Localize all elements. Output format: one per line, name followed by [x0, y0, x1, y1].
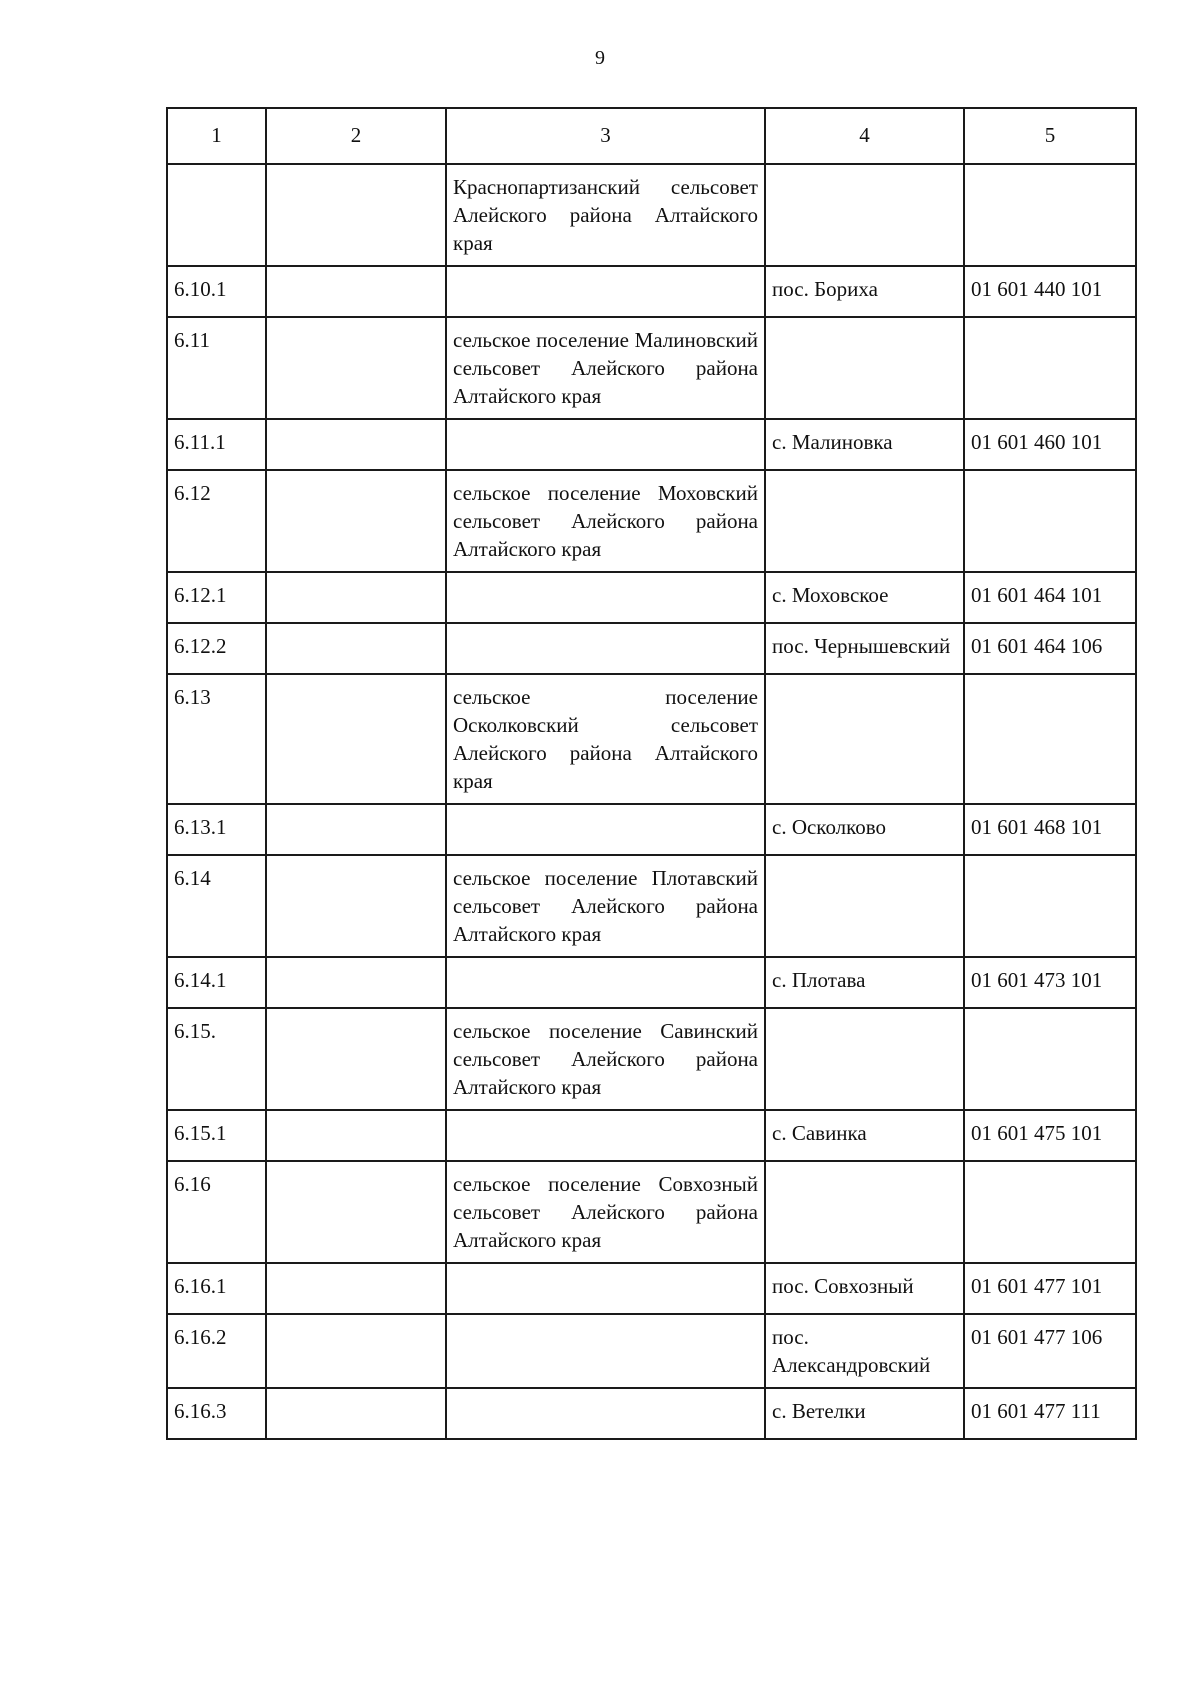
- oktmo-code-cell: 01 601 468 101: [964, 804, 1136, 855]
- oktmo-code-cell: 01 601 473 101: [964, 957, 1136, 1008]
- column-2-cell: [266, 1161, 446, 1263]
- column-2-cell: [266, 623, 446, 674]
- table-row: [167, 674, 1136, 804]
- municipality-name-cell: [446, 419, 765, 470]
- settlement-name-cell: пос. Бориха: [765, 266, 964, 317]
- column-header: 1: [167, 108, 266, 164]
- settlement-name-cell: [765, 317, 964, 419]
- column-header: 3: [446, 108, 765, 164]
- settlement-name-cell: пос. Александровский: [765, 1314, 964, 1388]
- table-row: [167, 1110, 1136, 1161]
- column-2-cell: [266, 957, 446, 1008]
- oktmo-code-cell: [964, 674, 1136, 804]
- column-2-cell: [266, 1110, 446, 1161]
- municipality-name-cell: Краснопартизанский сельсовет Алейского района Алтайского края: [446, 164, 765, 266]
- settlement-name-cell: [765, 1008, 964, 1110]
- oktmo-code-cell: [964, 1161, 1136, 1263]
- municipality-name-cell: [446, 804, 765, 855]
- oktmo-code-cell: [964, 470, 1136, 572]
- table-row: [167, 1263, 1136, 1314]
- oktmo-code-cell: 01 601 477 111: [964, 1388, 1136, 1439]
- municipality-name-cell: [446, 1110, 765, 1161]
- table-row: [167, 1161, 1136, 1263]
- table-row: [167, 623, 1136, 674]
- oktmo-code-cell: 01 601 475 101: [964, 1110, 1136, 1161]
- column-2-cell: [266, 1388, 446, 1439]
- oktmo-code-cell: 01 601 460 101: [964, 419, 1136, 470]
- row-number-cell: 6.14.1: [167, 957, 266, 1008]
- municipality-name-cell: [446, 1314, 765, 1388]
- table-row: [167, 470, 1136, 572]
- municipality-name-cell: [446, 623, 765, 674]
- row-number-cell: 6.16.3: [167, 1388, 266, 1439]
- row-number-cell: 6.11.1: [167, 419, 266, 470]
- table-row: [167, 957, 1136, 1008]
- municipality-name-cell: сельское поселение Плотавский сельсовет Алейского района Алтайского края: [446, 855, 765, 957]
- page-number: 9: [595, 47, 605, 69]
- column-2-cell: [266, 266, 446, 317]
- table-row: [167, 1388, 1136, 1439]
- column-2-cell: [266, 164, 446, 266]
- oktmo-code-cell: [964, 1008, 1136, 1110]
- column-2-cell: [266, 470, 446, 572]
- column-2-cell: [266, 317, 446, 419]
- column-2-cell: [266, 855, 446, 957]
- settlements-table: [166, 107, 1137, 1440]
- settlement-name-cell: с. Савинка: [765, 1110, 964, 1161]
- row-number-cell: 6.12: [167, 470, 266, 572]
- oktmo-code-cell: [964, 317, 1136, 419]
- settlement-name-cell: [765, 1161, 964, 1263]
- table-body: [167, 164, 1136, 1439]
- oktmo-code-cell: 01 601 464 106: [964, 623, 1136, 674]
- row-number-cell: 6.13.1: [167, 804, 266, 855]
- column-2-cell: [266, 674, 446, 804]
- oktmo-code-cell: [964, 164, 1136, 266]
- municipality-name-cell: сельское поселение Моховский сельсовет Алейского района Алтайского края: [446, 470, 765, 572]
- row-number-cell: 6.15.: [167, 1008, 266, 1110]
- row-number-cell: 6.10.1: [167, 266, 266, 317]
- row-number-cell: 6.14: [167, 855, 266, 957]
- row-number-cell: 6.12.1: [167, 572, 266, 623]
- table-row: [167, 804, 1136, 855]
- table-row: [167, 572, 1136, 623]
- oktmo-code-cell: 01 601 477 101: [964, 1263, 1136, 1314]
- oktmo-code-cell: 01 601 477 106: [964, 1314, 1136, 1388]
- column-2-cell: [266, 1008, 446, 1110]
- municipality-name-cell: [446, 1388, 765, 1439]
- row-number-cell: 6.16.1: [167, 1263, 266, 1314]
- settlement-name-cell: [765, 470, 964, 572]
- oktmo-code-cell: 01 601 440 101: [964, 266, 1136, 317]
- row-number-cell: 6.11: [167, 317, 266, 419]
- municipality-name-cell: [446, 266, 765, 317]
- municipality-name-cell: сельское поселение Совхозный сельсовет Алейского района Алтайского края: [446, 1161, 765, 1263]
- column-2-cell: [266, 572, 446, 623]
- table-row: [167, 1008, 1136, 1110]
- settlement-name-cell: [765, 164, 964, 266]
- table-row: [167, 419, 1136, 470]
- oktmo-code-cell: [964, 855, 1136, 957]
- settlement-name-cell: [765, 855, 964, 957]
- column-header: 4: [765, 108, 964, 164]
- settlement-name-cell: с. Малиновка: [765, 419, 964, 470]
- municipality-name-cell: [446, 957, 765, 1008]
- settlement-name-cell: пос. Совхозный: [765, 1263, 964, 1314]
- row-number-cell: 6.16: [167, 1161, 266, 1263]
- row-number-cell: 6.16.2: [167, 1314, 266, 1388]
- settlement-name-cell: пос. Чернышевский: [765, 623, 964, 674]
- table-row: [167, 164, 1136, 266]
- table-header-row: [167, 108, 1136, 164]
- column-2-cell: [266, 1263, 446, 1314]
- column-2-cell: [266, 419, 446, 470]
- table-row: [167, 317, 1136, 419]
- table-row: [167, 266, 1136, 317]
- column-2-cell: [266, 804, 446, 855]
- settlement-name-cell: с. Моховское: [765, 572, 964, 623]
- row-number-cell: 6.13: [167, 674, 266, 804]
- row-number-cell: [167, 164, 266, 266]
- settlement-name-cell: с. Ветелки: [765, 1388, 964, 1439]
- municipality-name-cell: сельское поселение Малиновский сельсовет Алейского района Алтайского края: [446, 317, 765, 419]
- table-row: [167, 855, 1136, 957]
- settlement-name-cell: [765, 674, 964, 804]
- table-row: [167, 1314, 1136, 1388]
- municipality-name-cell: сельское поселение Осколковский сельсовет Алейского района Алтайского края: [446, 674, 765, 804]
- oktmo-code-cell: 01 601 464 101: [964, 572, 1136, 623]
- municipality-name-cell: [446, 572, 765, 623]
- municipality-name-cell: сельское поселение Савинский сельсовет Алейского района Алтайского края: [446, 1008, 765, 1110]
- row-number-cell: 6.15.1: [167, 1110, 266, 1161]
- column-header: 2: [266, 108, 446, 164]
- settlement-name-cell: с. Осколково: [765, 804, 964, 855]
- column-2-cell: [266, 1314, 446, 1388]
- row-number-cell: 6.12.2: [167, 623, 266, 674]
- column-header: 5: [964, 108, 1136, 164]
- municipality-name-cell: [446, 1263, 765, 1314]
- settlement-name-cell: с. Плотава: [765, 957, 964, 1008]
